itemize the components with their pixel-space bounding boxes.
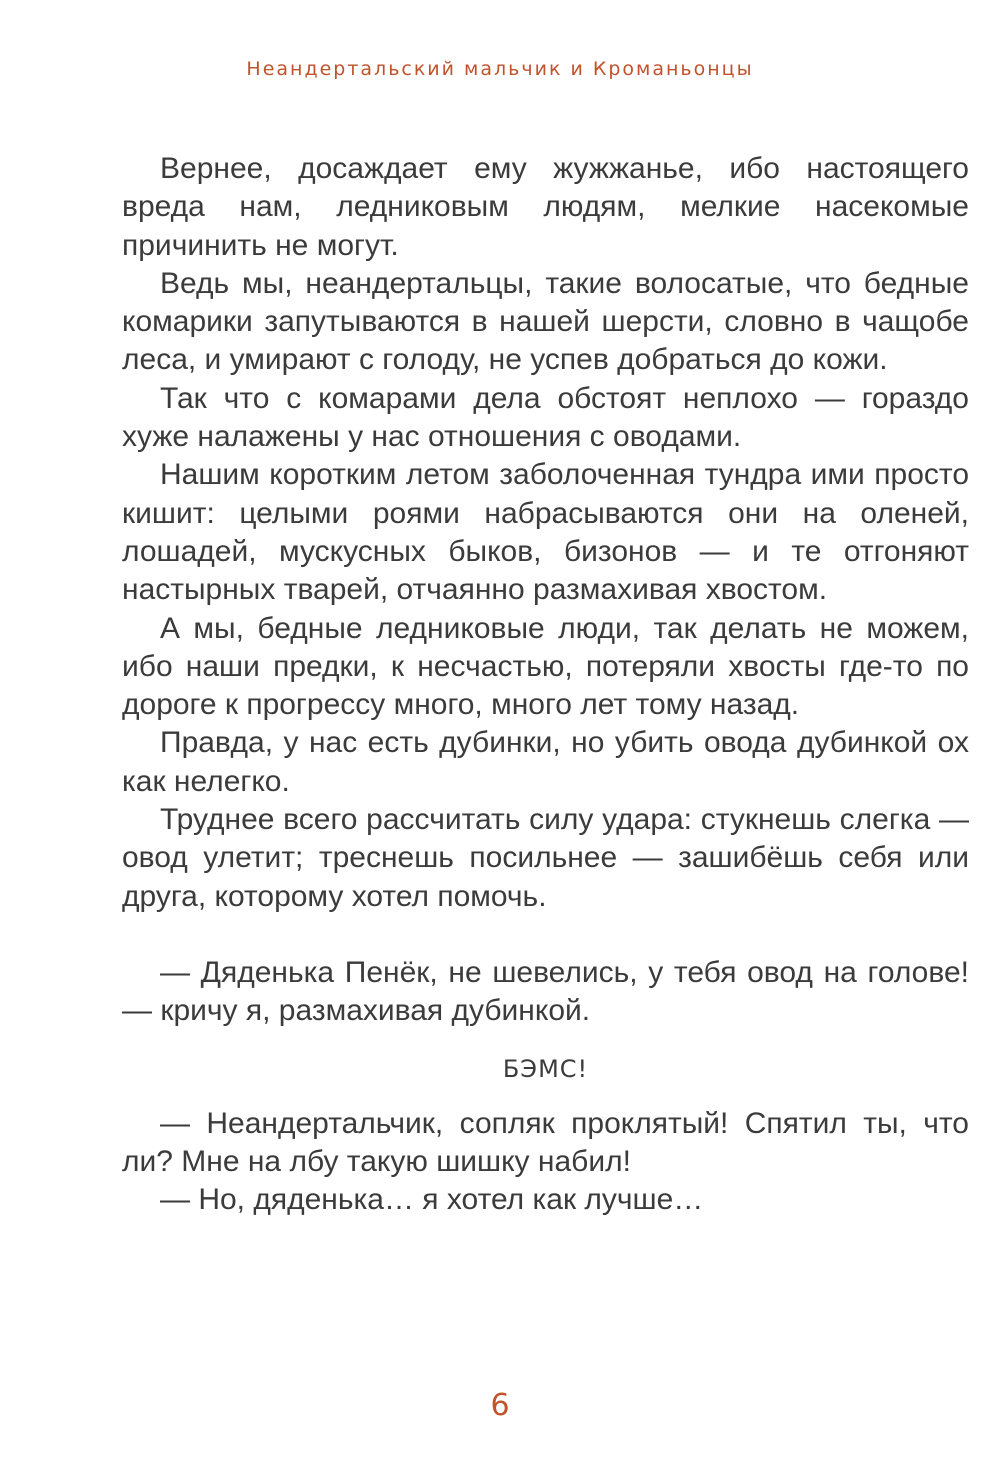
page-number: 6 bbox=[490, 1388, 510, 1423]
paragraph: Нашим коротким летом заболоченная тундра ими просто кишит: целыми роями набрасываются они на оленей, лошадей, мускусных быков, бизонов — и те отгоняют настырных тварей, отчаянно размахивая хвостом. bbox=[122, 458, 969, 607]
running-head: Неандертальский мальчик и Кроманьонцы bbox=[246, 58, 754, 80]
dialog-line: — Но, дяденька… я хотел как лучше… bbox=[160, 1183, 704, 1217]
sound-effect: БЭМС! bbox=[502, 1054, 589, 1083]
paragraph: Ведь мы, неандертальцы, такие волосатые, что бедные комарики запутываются в нашей шерсти, словно в чащобе леса, и умирают с голоду, не успев добраться до кожи. bbox=[122, 266, 969, 377]
paragraph: Труднее всего рассчитать силу удара: стукнешь слегка — овод улетит; треснешь посильнее — зашибёшь себя или друга, которому хотел помочь. bbox=[122, 803, 969, 913]
paragraph: Так что с комарами дела обстоят неплохо — гораздо хуже налажены у нас отношения с оводами. bbox=[122, 381, 969, 454]
body-text bbox=[122, 150, 969, 1219]
dialog-line: — Неандертальчик, сопляк проклятый! Спятил ты, что ли? Мне на лбу такую шишку набил! bbox=[122, 1106, 969, 1178]
dialog-line: — Дяденька Пенёк, не шевелись, у тебя овод на голове! — кричу я, размахивая дубинкой. bbox=[122, 955, 969, 1028]
paragraph: А мы, бедные ледниковые люди, так делать не можем, ибо наши предки, к несчастью, потеряли хвосты где-то по дороге к прогрессу много, много лет тому назад. bbox=[122, 611, 969, 722]
paragraph: Вернее, досаждает ему жужжанье, ибо настоящего вреда нам, ледниковым людям, мелкие насекомые причинить не могут. bbox=[122, 152, 969, 262]
paragraph: Правда, у нас есть дубинки, но убить овода дубинкой ох как нелегко. bbox=[122, 726, 969, 798]
